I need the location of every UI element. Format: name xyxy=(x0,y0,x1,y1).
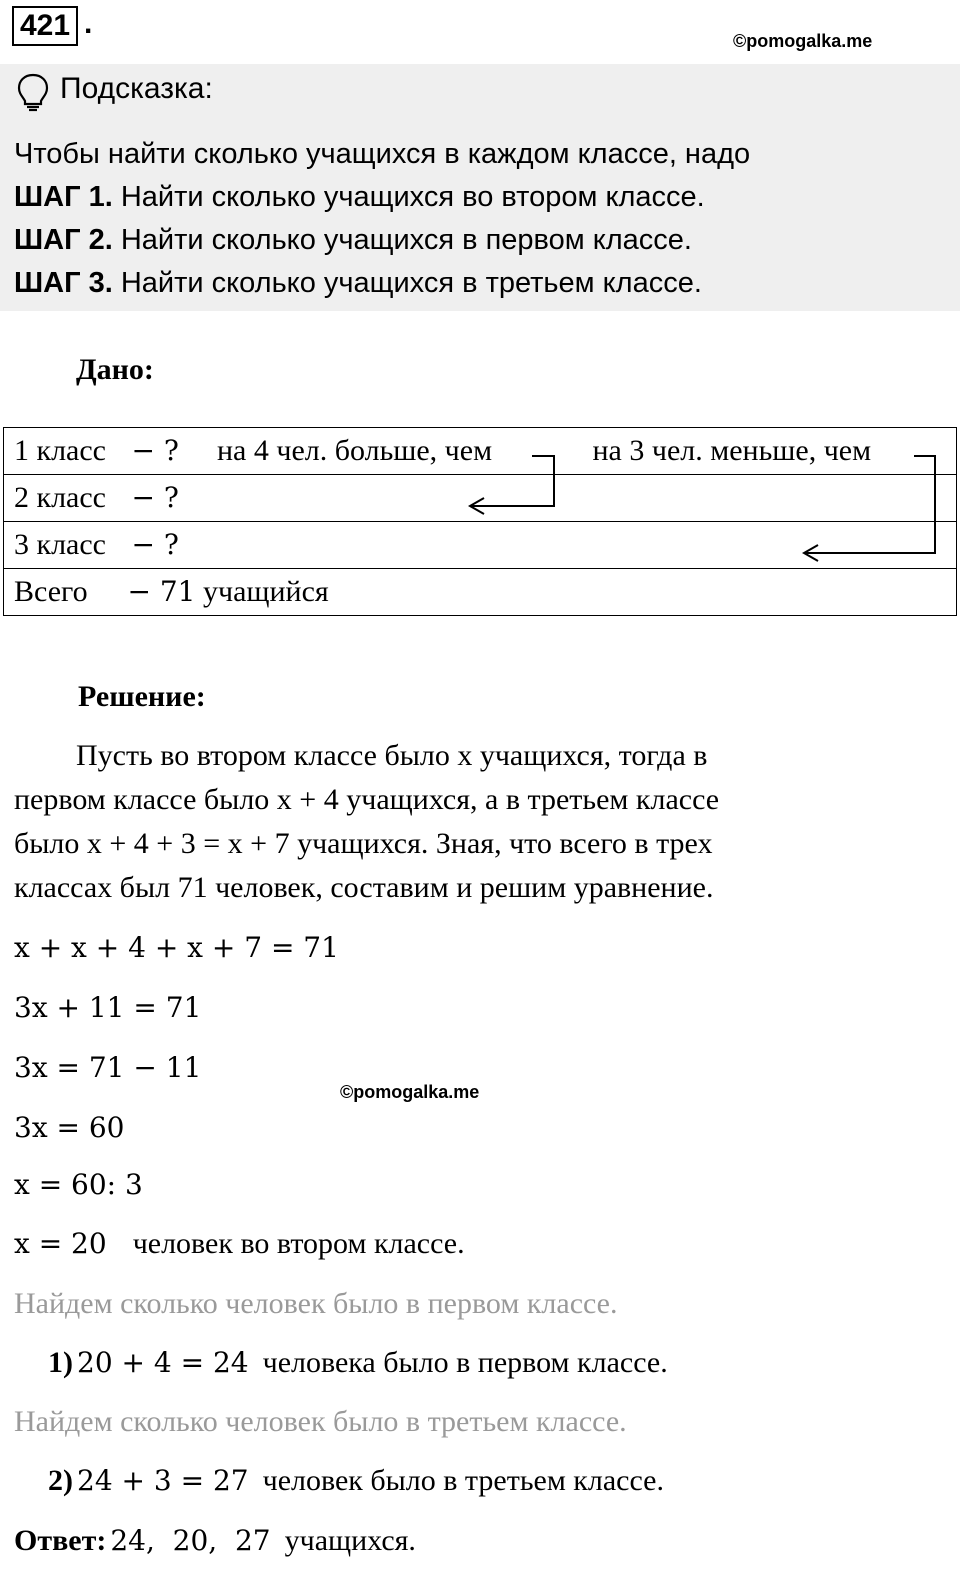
find-first-label: Найдем сколько человек было в первом классе. xyxy=(14,1287,618,1320)
equation-5: x = 60: 3 xyxy=(14,1168,143,1201)
equation-6: x = 20 xyxy=(14,1227,107,1260)
solution-heading: Решение: xyxy=(78,680,206,713)
hint-title: Подсказка: xyxy=(60,72,213,105)
hint-intro: Чтобы найти сколько учащихся в каждом классе, надо xyxy=(14,138,751,170)
class1-dash: − ? xyxy=(131,434,179,467)
answer-tail: учащихся. xyxy=(284,1524,416,1557)
arrow-less-icon xyxy=(804,456,935,561)
solution-para-2: первом классе было x + 4 учащихся, а в третьем классе xyxy=(14,783,720,816)
step-2-expression: 24 + 3 = 27 xyxy=(77,1464,249,1497)
step-1-expression: 20 + 4 = 24 xyxy=(77,1346,249,1379)
answer-values: 24, 20, 27 xyxy=(110,1524,271,1557)
step-1-text: человека было в первом классе. xyxy=(262,1346,668,1379)
step-1-line xyxy=(48,1346,668,1380)
solution-para-4: классах был 71 человек, составим и решим уравнение. xyxy=(14,871,714,904)
watermark-mid: ©pomogalka.me xyxy=(340,1082,480,1102)
equation-6-tail: человек во втором классе. xyxy=(132,1227,465,1260)
class3-dash: − ? xyxy=(131,528,179,561)
relation-arrows xyxy=(0,0,960,640)
total-label: Всего xyxy=(14,575,88,608)
step-1-number: 1) xyxy=(48,1346,73,1379)
equation-4: 3x = 60 xyxy=(14,1111,125,1144)
total-tail: учащийся xyxy=(203,575,329,608)
given-heading: Дано: xyxy=(76,353,154,386)
equation-3: 3x = 71 − 11 xyxy=(14,1051,202,1084)
class1-note-less: на 3 чел. меньше, чем xyxy=(592,434,872,467)
equation-1: x + x + 4 + x + 7 = 71 xyxy=(14,931,339,964)
class1-label: 1 класс xyxy=(14,434,106,467)
total-value: − 71 xyxy=(127,575,196,608)
watermark-top: ©pomogalka.me xyxy=(733,31,873,51)
exercise-number-dot: . xyxy=(84,7,93,40)
equation-2: 3x + 11 = 71 xyxy=(14,991,202,1024)
class2-dash: − ? xyxy=(131,481,179,514)
hint-step-1: ШАГ 1. Найти сколько учащихся во втором классе. xyxy=(14,181,705,213)
class3-label: 3 класс xyxy=(14,528,106,561)
class2-label: 2 класс xyxy=(14,481,106,514)
solution-para-3: было x + 4 + 3 = x + 7 учащихся. Зная, что всего в трех xyxy=(14,827,713,860)
answer-line xyxy=(14,1524,416,1558)
class1-note-more: на 4 чел. больше, чем xyxy=(217,434,493,467)
step-2-line xyxy=(48,1464,664,1498)
step-2-text: человек было в третьем классе. xyxy=(262,1464,664,1497)
exercise-number: 421 xyxy=(12,6,78,46)
step-2-number: 2) xyxy=(48,1464,73,1497)
equation-6-line xyxy=(14,1227,465,1261)
solution-para-1: Пусть во втором классе было x учащихся, тогда в xyxy=(76,739,708,772)
answer-label: Ответ: xyxy=(14,1524,107,1557)
hint-step-2: ШАГ 2. Найти сколько учащихся в первом классе. xyxy=(14,224,692,256)
hint-step-3: ШАГ 3. Найти сколько учащихся в третьем классе. xyxy=(14,267,702,299)
find-third-label: Найдем сколько человек было в третьем классе. xyxy=(14,1405,627,1438)
arrow-more-icon xyxy=(470,456,554,514)
